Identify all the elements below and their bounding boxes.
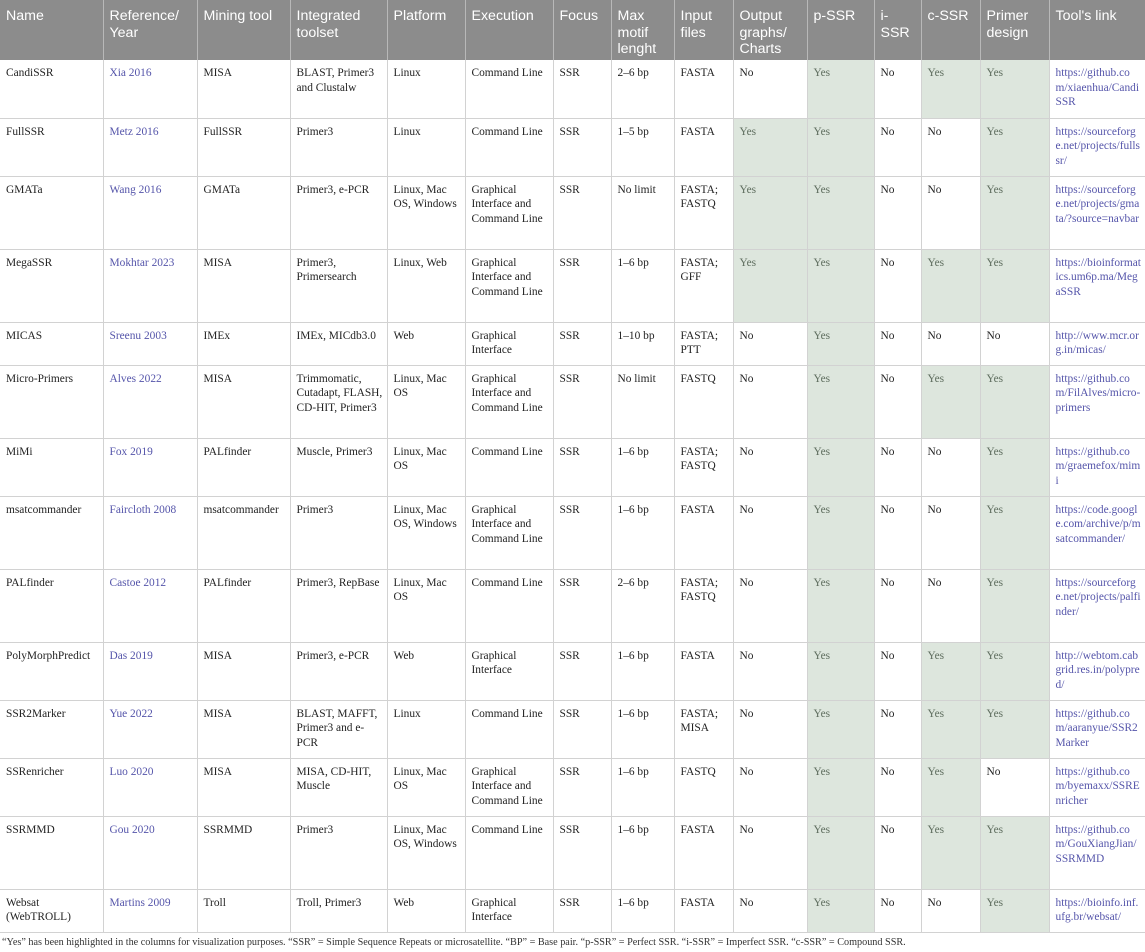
focus-cell: SSR	[553, 758, 611, 816]
execution-cell: Graphical Interface and Command Line	[465, 176, 553, 249]
c-ssr-cell: No	[921, 322, 980, 365]
output-graphs-cell: No	[733, 642, 807, 700]
input-files-cell: FASTA; FASTQ	[674, 438, 733, 496]
tool-link[interactable]: https://code.google.com/archive/p/msatcommander/	[1049, 496, 1145, 569]
execution-cell: Command Line	[465, 438, 553, 496]
output-graphs-cell: No	[733, 322, 807, 365]
table-row	[0, 60, 1145, 118]
tool-name-cell: GMATa	[0, 176, 103, 249]
focus-cell: SSR	[553, 642, 611, 700]
toolset-cell: Primer3	[290, 816, 387, 889]
toolset-cell: Muscle, Primer3	[290, 438, 387, 496]
i-ssr-cell: No	[874, 176, 921, 249]
p-ssr-cell: Yes	[807, 889, 874, 932]
reference-link[interactable]: Martins 2009	[103, 889, 197, 932]
focus-cell: SSR	[553, 322, 611, 365]
reference-link[interactable]: Yue 2022	[103, 700, 197, 758]
mining-tool-cell: MISA	[197, 365, 290, 438]
table-row	[0, 816, 1145, 889]
c-ssr-cell: Yes	[921, 758, 980, 816]
output-graphs-cell: No	[733, 889, 807, 932]
tool-name-cell: msatcommander	[0, 496, 103, 569]
c-ssr-cell: No	[921, 496, 980, 569]
i-ssr-cell: No	[874, 569, 921, 642]
tool-name-cell: SSRMMD	[0, 816, 103, 889]
tool-name-cell: SSRenricher	[0, 758, 103, 816]
platform-cell: Linux, Mac OS	[387, 365, 465, 438]
header-c-ssr: c-SSR	[921, 0, 980, 60]
input-files-cell: FASTA	[674, 642, 733, 700]
tool-name-cell: Micro-Primers	[0, 365, 103, 438]
table-row	[0, 889, 1145, 932]
reference-link[interactable]: Das 2019	[103, 642, 197, 700]
tool-link[interactable]: https://bioinfo.inf.ufg.br/websat/	[1049, 889, 1145, 932]
toolset-cell: Primer3	[290, 496, 387, 569]
reference-link[interactable]: Fox 2019	[103, 438, 197, 496]
toolset-cell: Primer3	[290, 118, 387, 176]
reference-link[interactable]: Castoe 2012	[103, 569, 197, 642]
tool-link[interactable]: https://github.com/aaranyue/SSR2Marker	[1049, 700, 1145, 758]
output-graphs-cell: No	[733, 758, 807, 816]
i-ssr-cell: No	[874, 816, 921, 889]
motif-length-cell: 1–6 bp	[611, 816, 674, 889]
mining-tool-cell: SSRMMD	[197, 816, 290, 889]
p-ssr-cell: Yes	[807, 438, 874, 496]
i-ssr-cell: No	[874, 700, 921, 758]
header-reference-year: Reference/ Year	[103, 0, 197, 60]
header-input-files: Input files	[674, 0, 733, 60]
output-graphs-cell: No	[733, 816, 807, 889]
reference-link[interactable]: Sreenu 2003	[103, 322, 197, 365]
tool-link[interactable]: http://www.mcr.org.in/micas/	[1049, 322, 1145, 365]
header-name: Name	[0, 0, 103, 60]
reference-link[interactable]: Luo 2020	[103, 758, 197, 816]
focus-cell: SSR	[553, 438, 611, 496]
primer-design-cell: Yes	[980, 118, 1049, 176]
c-ssr-cell: No	[921, 438, 980, 496]
reference-link[interactable]: Faircloth 2008	[103, 496, 197, 569]
table-header-row	[0, 0, 1145, 60]
mining-tool-cell: GMATa	[197, 176, 290, 249]
header-primer-design: Primer design	[980, 0, 1049, 60]
header-integrated-toolset: Integrated toolset	[290, 0, 387, 60]
toolset-cell: Trimmomatic, Cutadapt, FLASH, CD-HIT, Primer3	[290, 365, 387, 438]
focus-cell: SSR	[553, 496, 611, 569]
mining-tool-cell: msatcommander	[197, 496, 290, 569]
i-ssr-cell: No	[874, 60, 921, 118]
input-files-cell: FASTA	[674, 60, 733, 118]
header-output-graphs: Output graphs/ Charts	[733, 0, 807, 60]
i-ssr-cell: No	[874, 642, 921, 700]
i-ssr-cell: No	[874, 438, 921, 496]
i-ssr-cell: No	[874, 889, 921, 932]
c-ssr-cell: No	[921, 889, 980, 932]
execution-cell: Graphical Interface	[465, 889, 553, 932]
motif-length-cell: 1–6 bp	[611, 889, 674, 932]
header-i-ssr: i-SSR	[874, 0, 921, 60]
execution-cell: Graphical Interface	[465, 642, 553, 700]
output-graphs-cell: No	[733, 438, 807, 496]
header-p-ssr: p-SSR	[807, 0, 874, 60]
motif-length-cell: 1–6 bp	[611, 642, 674, 700]
toolset-cell: Primer3, RepBase	[290, 569, 387, 642]
motif-length-cell: 1–10 bp	[611, 322, 674, 365]
motif-length-cell: 2–6 bp	[611, 569, 674, 642]
toolset-cell: IMEx, MICdb3.0	[290, 322, 387, 365]
platform-cell: Linux, Mac OS	[387, 569, 465, 642]
output-graphs-cell: Yes	[733, 118, 807, 176]
tool-name-cell: PolyMorphPredict	[0, 642, 103, 700]
input-files-cell: FASTA	[674, 118, 733, 176]
reference-link[interactable]: Alves 2022	[103, 365, 197, 438]
reference-link[interactable]: Metz 2016	[103, 118, 197, 176]
header-max-motif-length: Max motif lenght	[611, 0, 674, 60]
c-ssr-cell: Yes	[921, 60, 980, 118]
focus-cell: SSR	[553, 816, 611, 889]
table-row	[0, 700, 1145, 758]
execution-cell: Command Line	[465, 118, 553, 176]
focus-cell: SSR	[553, 700, 611, 758]
c-ssr-cell: Yes	[921, 642, 980, 700]
focus-cell: SSR	[553, 60, 611, 118]
reference-link[interactable]: Wang 2016	[103, 176, 197, 249]
tool-link[interactable]: https://sourceforge.net/projects/fullssr/	[1049, 118, 1145, 176]
i-ssr-cell: No	[874, 322, 921, 365]
p-ssr-cell: Yes	[807, 249, 874, 322]
tool-link[interactable]: https://github.com/xiaenhua/CandiSSR	[1049, 60, 1145, 118]
mining-tool-cell: MISA	[197, 700, 290, 758]
tool-name-cell: MICAS	[0, 322, 103, 365]
motif-length-cell: 1–5 bp	[611, 118, 674, 176]
primer-design-cell: Yes	[980, 438, 1049, 496]
execution-cell: Graphical Interface	[465, 322, 553, 365]
table-row	[0, 496, 1145, 569]
tool-link[interactable]: http://webtom.cabgrid.res.in/polypred/	[1049, 642, 1145, 700]
execution-cell: Graphical Interface and Command Line	[465, 496, 553, 569]
platform-cell: Web	[387, 889, 465, 932]
i-ssr-cell: No	[874, 496, 921, 569]
primer-design-cell: Yes	[980, 816, 1049, 889]
motif-length-cell: 1–6 bp	[611, 438, 674, 496]
output-graphs-cell: No	[733, 60, 807, 118]
header-platform: Platform	[387, 0, 465, 60]
input-files-cell: FASTQ	[674, 758, 733, 816]
c-ssr-cell: No	[921, 176, 980, 249]
header-tools-link: Tool's link	[1049, 0, 1145, 60]
p-ssr-cell: Yes	[807, 176, 874, 249]
header-execution: Execution	[465, 0, 553, 60]
mining-tool-cell: MISA	[197, 249, 290, 322]
table-body	[0, 60, 1145, 932]
input-files-cell: FASTA; MISA	[674, 700, 733, 758]
tool-link[interactable]: https://github.com/byemaxx/SSREnricher	[1049, 758, 1145, 816]
focus-cell: SSR	[553, 118, 611, 176]
motif-length-cell: 1–6 bp	[611, 249, 674, 322]
table-row	[0, 118, 1145, 176]
primer-design-cell: Yes	[980, 496, 1049, 569]
output-graphs-cell: No	[733, 569, 807, 642]
i-ssr-cell: No	[874, 365, 921, 438]
toolset-cell: MISA, CD-HIT, Muscle	[290, 758, 387, 816]
toolset-cell: BLAST, Primer3 and Clustalw	[290, 60, 387, 118]
mining-tool-cell: PALfinder	[197, 438, 290, 496]
platform-cell: Linux	[387, 60, 465, 118]
p-ssr-cell: Yes	[807, 758, 874, 816]
platform-cell: Linux	[387, 700, 465, 758]
input-files-cell: FASTA; FASTQ	[674, 176, 733, 249]
tool-link[interactable]: https://sourceforge.net/projects/palfinder/	[1049, 569, 1145, 642]
tool-link[interactable]: https://bioinformatics.um6p.ma/MegaSSR	[1049, 249, 1145, 322]
execution-cell: Command Line	[465, 700, 553, 758]
platform-cell: Web	[387, 322, 465, 365]
focus-cell: SSR	[553, 176, 611, 249]
toolset-cell: Primer3, e-PCR	[290, 176, 387, 249]
focus-cell: SSR	[553, 569, 611, 642]
p-ssr-cell: Yes	[807, 496, 874, 569]
motif-length-cell: 1–6 bp	[611, 496, 674, 569]
motif-length-cell: No limit	[611, 176, 674, 249]
tool-name-cell: Websat (WebTROLL)	[0, 889, 103, 932]
execution-cell: Command Line	[465, 60, 553, 118]
primer-design-cell: Yes	[980, 569, 1049, 642]
input-files-cell: FASTA	[674, 889, 733, 932]
execution-cell: Graphical Interface and Command Line	[465, 758, 553, 816]
mining-tool-cell: MISA	[197, 60, 290, 118]
motif-length-cell: No limit	[611, 365, 674, 438]
toolset-cell: Primer3, Primersearch	[290, 249, 387, 322]
primer-design-cell: Yes	[980, 60, 1049, 118]
p-ssr-cell: Yes	[807, 700, 874, 758]
c-ssr-cell: Yes	[921, 249, 980, 322]
input-files-cell: FASTA; PTT	[674, 322, 733, 365]
p-ssr-cell: Yes	[807, 322, 874, 365]
platform-cell: Linux, Web	[387, 249, 465, 322]
i-ssr-cell: No	[874, 758, 921, 816]
table-row	[0, 365, 1145, 438]
focus-cell: SSR	[553, 365, 611, 438]
primer-design-cell: Yes	[980, 176, 1049, 249]
output-graphs-cell: No	[733, 365, 807, 438]
output-graphs-cell: No	[733, 700, 807, 758]
tool-name-cell: MiMi	[0, 438, 103, 496]
p-ssr-cell: Yes	[807, 816, 874, 889]
execution-cell: Graphical Interface and Command Line	[465, 249, 553, 322]
reference-link[interactable]: Mokhtar 2023	[103, 249, 197, 322]
mining-tool-cell: MISA	[197, 642, 290, 700]
mining-tool-cell: PALfinder	[197, 569, 290, 642]
header-mining-tool: Mining tool	[197, 0, 290, 60]
tool-link[interactable]: https://sourceforge.net/projects/gmata/?source=navbar	[1049, 176, 1145, 249]
platform-cell: Web	[387, 642, 465, 700]
tool-name-cell: PALfinder	[0, 569, 103, 642]
p-ssr-cell: Yes	[807, 642, 874, 700]
table-footnote: “Yes” has been highlighted in the columns for visualization purposes. “SSR” = Simple Sequence Repeats or microsatellite. “BP” = Base pair. “p-SSR” = Perfect SSR. “i-SSR” = Imperfect SSR. “c-SSR” = Compound SSR.	[2, 937, 906, 948]
output-graphs-cell: No	[733, 496, 807, 569]
platform-cell: Linux	[387, 118, 465, 176]
i-ssr-cell: No	[874, 118, 921, 176]
output-graphs-cell: Yes	[733, 249, 807, 322]
primer-design-cell: Yes	[980, 365, 1049, 438]
c-ssr-cell: Yes	[921, 365, 980, 438]
input-files-cell: FASTA	[674, 816, 733, 889]
table-row	[0, 249, 1145, 322]
table-row	[0, 569, 1145, 642]
tool-name-cell: SSR2Marker	[0, 700, 103, 758]
toolset-cell: Primer3, e-PCR	[290, 642, 387, 700]
reference-link[interactable]: Xia 2016	[103, 60, 197, 118]
toolset-cell: Troll, Primer3	[290, 889, 387, 932]
input-files-cell: FASTA	[674, 496, 733, 569]
tool-link[interactable]: https://github.com/FilAlves/micro-primers	[1049, 365, 1145, 438]
c-ssr-cell: No	[921, 569, 980, 642]
platform-cell: Linux, Mac OS	[387, 438, 465, 496]
table-row	[0, 438, 1145, 496]
mining-tool-cell: MISA	[197, 758, 290, 816]
primer-design-cell: Yes	[980, 889, 1049, 932]
tool-name-cell: MegaSSR	[0, 249, 103, 322]
primer-design-cell: No	[980, 758, 1049, 816]
c-ssr-cell: Yes	[921, 816, 980, 889]
tool-name-cell: FullSSR	[0, 118, 103, 176]
table-row	[0, 758, 1145, 816]
motif-length-cell: 2–6 bp	[611, 60, 674, 118]
focus-cell: SSR	[553, 249, 611, 322]
input-files-cell: FASTA; GFF	[674, 249, 733, 322]
platform-cell: Linux, Mac OS, Windows	[387, 816, 465, 889]
motif-length-cell: 1–6 bp	[611, 758, 674, 816]
c-ssr-cell: Yes	[921, 700, 980, 758]
output-graphs-cell: Yes	[733, 176, 807, 249]
p-ssr-cell: Yes	[807, 569, 874, 642]
i-ssr-cell: No	[874, 249, 921, 322]
header-focus: Focus	[553, 0, 611, 60]
focus-cell: SSR	[553, 889, 611, 932]
p-ssr-cell: Yes	[807, 118, 874, 176]
motif-length-cell: 1–6 bp	[611, 700, 674, 758]
platform-cell: Linux, Mac OS	[387, 758, 465, 816]
table-row	[0, 322, 1145, 365]
mining-tool-cell: IMEx	[197, 322, 290, 365]
execution-cell: Command Line	[465, 816, 553, 889]
tool-link[interactable]: https://github.com/GouXiangJian/SSRMMD	[1049, 816, 1145, 889]
primer-design-cell: Yes	[980, 249, 1049, 322]
primer-design-cell: Yes	[980, 642, 1049, 700]
toolset-cell: BLAST, MAFFT, Primer3 and e-PCR	[290, 700, 387, 758]
p-ssr-cell: Yes	[807, 365, 874, 438]
platform-cell: Linux, Mac OS, Windows	[387, 496, 465, 569]
primer-design-cell: Yes	[980, 700, 1049, 758]
reference-link[interactable]: Gou 2020	[103, 816, 197, 889]
p-ssr-cell: Yes	[807, 60, 874, 118]
execution-cell: Command Line	[465, 569, 553, 642]
tool-link[interactable]: https://github.com/graemefox/mimi	[1049, 438, 1145, 496]
mining-tool-cell: Troll	[197, 889, 290, 932]
tool-name-cell: CandiSSR	[0, 60, 103, 118]
execution-cell: Graphical Interface and Command Line	[465, 365, 553, 438]
mining-tool-cell: FullSSR	[197, 118, 290, 176]
primer-design-cell: No	[980, 322, 1049, 365]
c-ssr-cell: No	[921, 118, 980, 176]
platform-cell: Linux, Mac OS, Windows	[387, 176, 465, 249]
input-files-cell: FASTQ	[674, 365, 733, 438]
table-row	[0, 642, 1145, 700]
input-files-cell: FASTA; FASTQ	[674, 569, 733, 642]
table-row	[0, 176, 1145, 249]
